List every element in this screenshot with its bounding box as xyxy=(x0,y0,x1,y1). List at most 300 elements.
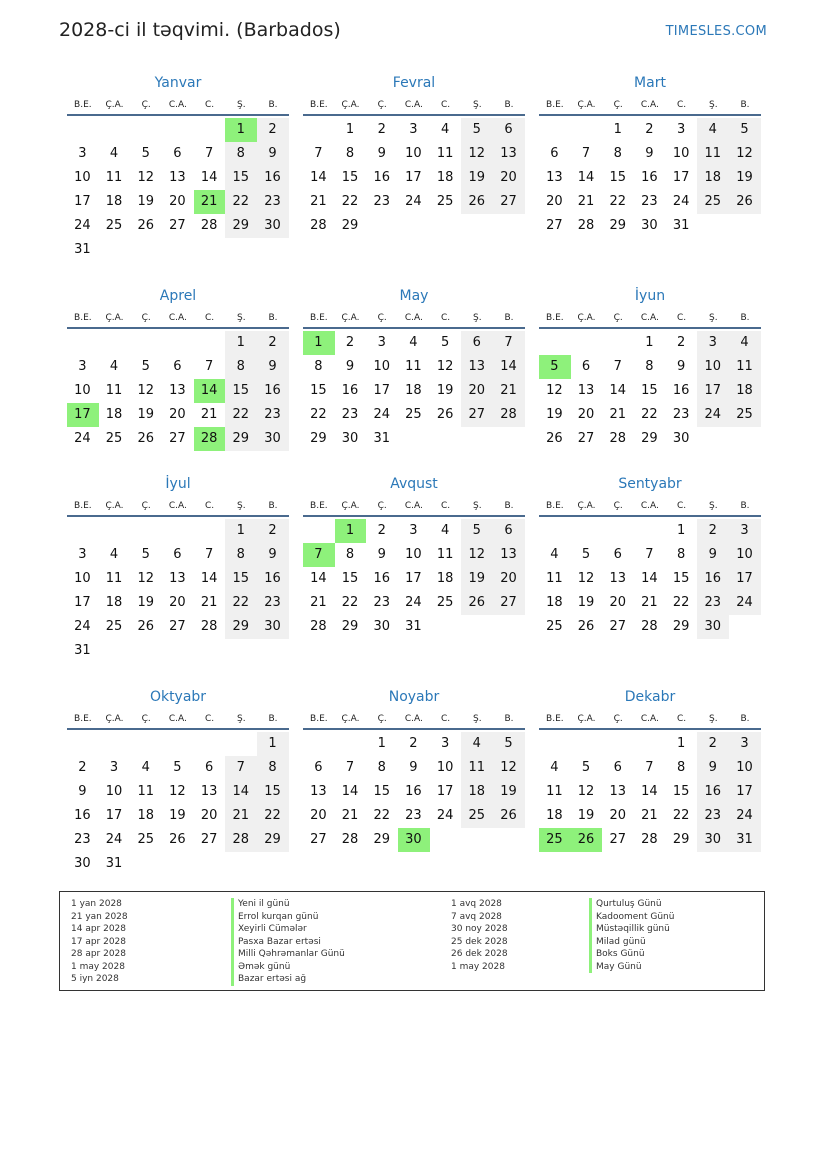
day-cell: 3 xyxy=(377,335,386,350)
day-cell: 25 xyxy=(405,407,422,422)
weekday-label: B.E. xyxy=(546,714,564,724)
day-cell: 1 xyxy=(676,523,686,538)
day-cell: 12 xyxy=(461,142,493,166)
day-cell: 11 xyxy=(105,571,123,586)
brand-link[interactable]: TIMESLES.COM xyxy=(665,24,767,39)
weekday-label: Ç. xyxy=(377,100,387,110)
day-cell: 28 xyxy=(641,832,658,847)
day-cell: 25 xyxy=(436,194,454,209)
day-cell: 3 xyxy=(78,146,87,161)
day-cell: 5 xyxy=(581,547,591,562)
weekday-header xyxy=(67,96,289,116)
day-cell: 6 xyxy=(550,146,559,161)
day-cell: 21 xyxy=(310,595,327,610)
day-cell: 20 xyxy=(169,595,186,610)
day-cell: 26 xyxy=(137,218,154,233)
day-cell: 23 xyxy=(697,591,729,615)
weekday-label: B. xyxy=(268,501,278,511)
day-cell: 3 xyxy=(409,523,418,538)
day-cell: 30 xyxy=(74,856,91,871)
weekday-header xyxy=(67,497,289,517)
day-cell: 17 xyxy=(697,379,729,403)
day-cell: 8 xyxy=(314,359,323,374)
day-grid xyxy=(67,732,289,876)
day-cell: 24 xyxy=(105,832,123,847)
day-cell: 8 xyxy=(225,142,257,166)
day-cell: 12 xyxy=(461,543,493,567)
month-name: Aprel xyxy=(159,288,197,304)
day-cell: 1 xyxy=(377,736,386,751)
month-fevral xyxy=(303,72,525,238)
day-cell: 16 xyxy=(74,808,91,823)
day-cell: 11 xyxy=(546,784,563,799)
day-cell: 14 xyxy=(341,784,359,799)
day-cell: 8 xyxy=(377,760,386,775)
day-grid xyxy=(539,732,761,852)
legend-date: 28 apr 2028 xyxy=(71,949,127,959)
day-cell: 6 xyxy=(173,146,182,161)
day-cell: 28 xyxy=(641,619,658,634)
weekday-label: Ş. xyxy=(236,501,246,511)
weekday-header xyxy=(303,497,525,517)
day-cell: 18 xyxy=(436,571,454,586)
day-cell: 10 xyxy=(729,543,761,567)
weekday-label: C.A. xyxy=(640,313,659,323)
weekday-label: Ş. xyxy=(708,100,718,110)
day-cell: 18 xyxy=(105,194,123,209)
day-cell: 9 xyxy=(409,760,418,775)
day-cell: 2 xyxy=(697,519,729,543)
weekday-label: C. xyxy=(677,501,687,511)
day-cell: 15 xyxy=(672,784,690,799)
month-i̇yul xyxy=(67,473,289,663)
legend-holiday-name: Errol kurqan günü xyxy=(231,911,345,924)
day-cell: 3 xyxy=(409,122,418,137)
weekday-label: C.A. xyxy=(168,313,187,323)
weekday-label: C. xyxy=(205,714,215,724)
day-cell: 19 xyxy=(546,407,563,422)
day-cell: 24 xyxy=(436,808,454,823)
day-cell: 27 xyxy=(169,431,186,446)
day-cell: 4 xyxy=(440,523,450,538)
weekday-label: C.A. xyxy=(640,714,659,724)
day-cell: 15 xyxy=(310,383,327,398)
weekday-label: B. xyxy=(740,100,750,110)
day-cell: 9 xyxy=(345,359,355,374)
day-cell: 5 xyxy=(141,547,150,562)
weekday-label: C. xyxy=(205,100,215,110)
empty-cell xyxy=(539,519,571,543)
weekday-label: B. xyxy=(740,714,750,724)
day-cell: 5 xyxy=(173,760,182,775)
day-cell: 13 xyxy=(609,571,626,586)
legend-date: 26 dek 2028 xyxy=(451,949,508,959)
day-cell: 10 xyxy=(729,756,761,780)
weekday-label: B. xyxy=(504,714,514,724)
day-cell: 12 xyxy=(169,784,186,799)
day-cell: 7 xyxy=(645,547,654,562)
day-cell: 13 xyxy=(493,543,525,567)
weekday-header xyxy=(539,96,761,116)
day-cell: 5 xyxy=(581,760,591,775)
day-cell: 10 xyxy=(697,355,729,379)
day-cell: 23 xyxy=(257,403,289,427)
weekday-label: Ç.A. xyxy=(105,501,124,511)
day-cell: 28 xyxy=(200,619,218,634)
empty-cell xyxy=(67,519,99,543)
day-cell: 21 xyxy=(200,407,218,422)
month-name: Avqust xyxy=(390,476,438,492)
legend-date: 25 dek 2028 xyxy=(451,936,508,947)
day-cell: 30 xyxy=(257,214,289,238)
weekday-label: Ş. xyxy=(708,501,718,511)
day-cell: 12 xyxy=(493,756,525,780)
weekday-label: B.E. xyxy=(310,714,328,724)
legend-holiday-name: Milli Qəhrəmanlar Günü xyxy=(231,948,345,961)
weekday-label: C.A. xyxy=(168,501,187,511)
day-cell: 13 xyxy=(546,170,563,185)
day-cell: 20 xyxy=(169,407,186,422)
legend-holiday-name: Boks Günü xyxy=(589,948,674,961)
day-cell: 7 xyxy=(225,756,257,780)
day-cell: 8 xyxy=(645,359,654,374)
weekday-label: B. xyxy=(268,313,278,323)
day-cell: 18 xyxy=(105,595,123,610)
day-cell: 10 xyxy=(74,383,91,398)
day-cell: 26 xyxy=(461,591,493,615)
legend-holiday-name: Bazar ertəsi ağ xyxy=(231,973,345,986)
day-cell: 16 xyxy=(341,383,359,398)
legend-date: 14 apr 2028 xyxy=(71,924,127,934)
weekday-header xyxy=(539,710,761,730)
day-cell: 7 xyxy=(645,760,654,775)
day-cell: 1 xyxy=(225,519,257,543)
day-cell: 16 xyxy=(257,567,289,591)
weekday-label: Ç.A. xyxy=(105,313,124,323)
month-aprel xyxy=(67,285,289,451)
day-cell: 7 xyxy=(493,331,525,355)
month-avqust xyxy=(303,473,525,639)
day-cell: 1 xyxy=(257,732,289,756)
day-cell: 10 xyxy=(74,170,91,185)
day-cell: 20 xyxy=(546,194,563,209)
holiday-legend xyxy=(59,891,765,991)
weekday-label: B.E. xyxy=(546,100,564,110)
day-grid xyxy=(67,519,289,663)
weekday-label: Ç.A. xyxy=(577,714,596,724)
month-name: Noyabr xyxy=(388,689,440,705)
weekday-label: C. xyxy=(205,313,215,323)
day-cell: 28 xyxy=(577,218,595,233)
empty-cell xyxy=(571,519,603,543)
day-cell: 25 xyxy=(105,431,123,446)
weekday-label: Ç. xyxy=(141,501,151,511)
day-cell: 22 xyxy=(225,591,257,615)
weekday-label: B.E. xyxy=(74,100,92,110)
day-cell: 10 xyxy=(436,760,454,775)
day-cell: 22 xyxy=(609,194,626,209)
legend-dates-right xyxy=(451,898,508,973)
empty-cell xyxy=(194,118,226,142)
empty-cell xyxy=(162,331,194,355)
day-cell: 15 xyxy=(373,784,390,799)
day-cell: 19 xyxy=(461,166,493,190)
day-cell: 29 xyxy=(609,218,626,233)
weekday-label: B. xyxy=(504,313,514,323)
day-cell: 21 xyxy=(641,595,658,610)
day-cell: 31 xyxy=(74,643,91,658)
day-cell: 27 xyxy=(577,431,595,446)
day-cell: 2 xyxy=(257,519,289,543)
day-cell: 31 xyxy=(672,218,690,233)
day-cell: 25 xyxy=(436,595,454,610)
day-cell: 13 xyxy=(577,383,595,398)
day-cell: 4 xyxy=(141,760,150,775)
day-cell: 5 xyxy=(141,146,150,161)
day-cell: 12 xyxy=(137,170,154,185)
day-cell: 9 xyxy=(377,146,386,161)
empty-cell xyxy=(539,118,571,142)
day-cell: 1 xyxy=(345,122,355,137)
day-cell: 22 xyxy=(672,595,690,610)
empty-cell xyxy=(99,118,131,142)
weekday-label: B.E. xyxy=(546,313,564,323)
weekday-label: Ç. xyxy=(613,501,623,511)
day-cell: 25 xyxy=(461,804,493,828)
day-cell: 27 xyxy=(310,832,327,847)
day-cell: 16 xyxy=(672,383,690,398)
weekday-label: Ç.A. xyxy=(341,501,360,511)
day-cell: 30 xyxy=(257,427,289,451)
empty-cell xyxy=(602,519,634,543)
weekday-label: Ş. xyxy=(472,501,482,511)
day-cell: 12 xyxy=(436,359,454,374)
day-cell: 16 xyxy=(257,166,289,190)
day-cell: 9 xyxy=(257,543,289,567)
day-cell: 8 xyxy=(345,146,355,161)
day-cell: 5 xyxy=(461,118,493,142)
day-cell: 29 xyxy=(257,828,289,852)
weekday-header xyxy=(67,710,289,730)
day-cell: 15 xyxy=(225,166,257,190)
empty-cell xyxy=(602,732,634,756)
empty-cell xyxy=(634,519,666,543)
day-cell: 13 xyxy=(169,571,186,586)
day-cell: 22 xyxy=(257,804,289,828)
legend-holiday-name: May Günü xyxy=(589,961,674,974)
month-i̇yun xyxy=(539,285,761,451)
empty-cell xyxy=(67,732,99,756)
day-cell: 21 xyxy=(641,808,658,823)
day-cell: 30 xyxy=(373,619,390,634)
day-cell: 24 xyxy=(672,194,690,209)
day-cell: 2 xyxy=(676,335,686,350)
empty-cell xyxy=(602,331,634,355)
weekday-label: B.E. xyxy=(546,501,564,511)
day-cell: 9 xyxy=(377,547,386,562)
empty-cell xyxy=(194,732,226,756)
holiday-day: 26 xyxy=(571,828,603,852)
day-cell: 12 xyxy=(577,571,595,586)
weekday-header xyxy=(303,710,525,730)
weekday-label: C. xyxy=(205,501,215,511)
day-cell: 27 xyxy=(609,619,626,634)
day-cell: 10 xyxy=(405,146,422,161)
day-cell: 14 xyxy=(641,784,658,799)
day-cell: 16 xyxy=(697,567,729,591)
day-cell: 22 xyxy=(672,808,690,823)
legend-dates-left xyxy=(71,898,128,986)
day-cell: 1 xyxy=(676,736,686,751)
day-cell: 21 xyxy=(341,808,359,823)
legend-holiday-name: Pasxa Bazar ertəsi xyxy=(231,936,345,949)
weekday-label: C. xyxy=(677,714,687,724)
day-cell: 12 xyxy=(137,571,154,586)
day-cell: 7 xyxy=(204,146,214,161)
day-cell: 16 xyxy=(257,379,289,403)
empty-cell xyxy=(162,732,194,756)
holiday-day: 1 xyxy=(335,519,367,543)
weekday-label: Ç. xyxy=(613,714,623,724)
day-cell: 23 xyxy=(257,190,289,214)
day-cell: 23 xyxy=(74,832,91,847)
day-cell: 28 xyxy=(225,828,257,852)
weekday-label: B.E. xyxy=(74,313,92,323)
month-dekabr xyxy=(539,686,761,852)
legend-date: 7 avq 2028 xyxy=(451,911,502,922)
day-cell: 17 xyxy=(672,170,690,185)
day-cell: 8 xyxy=(676,760,686,775)
day-cell: 6 xyxy=(613,760,622,775)
day-cell: 26 xyxy=(137,619,154,634)
day-cell: 16 xyxy=(697,780,729,804)
weekday-label: B. xyxy=(504,501,514,511)
day-cell: 24 xyxy=(74,431,91,446)
day-cell: 27 xyxy=(169,218,186,233)
day-cell: 24 xyxy=(405,595,422,610)
legend-holiday-name: Yeni il günü xyxy=(231,898,345,911)
day-cell: 7 xyxy=(581,146,591,161)
weekday-label: C.A. xyxy=(404,313,423,323)
weekday-label: Ç. xyxy=(377,501,387,511)
month-yanvar xyxy=(67,72,289,262)
day-cell: 31 xyxy=(729,828,761,852)
day-cell: 24 xyxy=(405,194,422,209)
day-cell: 23 xyxy=(697,804,729,828)
day-cell: 22 xyxy=(225,190,257,214)
day-cell: 24 xyxy=(697,403,729,427)
day-cell: 23 xyxy=(257,591,289,615)
day-cell: 15 xyxy=(257,780,289,804)
day-cell: 20 xyxy=(169,194,186,209)
day-cell: 16 xyxy=(641,170,658,185)
day-cell: 13 xyxy=(200,784,218,799)
day-cell: 14 xyxy=(493,355,525,379)
day-cell: 4 xyxy=(109,547,119,562)
day-cell: 17 xyxy=(405,170,422,185)
weekday-label: Ş. xyxy=(236,714,246,724)
day-cell: 3 xyxy=(729,519,761,543)
day-cell: 26 xyxy=(577,619,595,634)
day-cell: 11 xyxy=(729,355,761,379)
day-cell: 20 xyxy=(310,808,327,823)
legend-names-left xyxy=(231,898,345,986)
legend-date: 17 apr 2028 xyxy=(71,936,127,947)
empty-cell xyxy=(571,732,603,756)
empty-cell xyxy=(634,732,666,756)
holiday-day: 21 xyxy=(194,190,226,214)
day-cell: 3 xyxy=(676,122,686,137)
day-cell: 23 xyxy=(341,407,359,422)
empty-cell xyxy=(162,118,194,142)
day-cell: 9 xyxy=(257,355,289,379)
weekday-label: C.A. xyxy=(404,714,423,724)
day-cell: 27 xyxy=(169,619,186,634)
day-cell: 9 xyxy=(78,784,87,799)
day-cell: 18 xyxy=(697,166,729,190)
day-cell: 29 xyxy=(641,431,658,446)
empty-cell xyxy=(130,519,162,543)
day-cell: 5 xyxy=(493,732,525,756)
weekday-label: Ş. xyxy=(708,313,718,323)
weekday-label: Ç.A. xyxy=(577,313,596,323)
weekday-label: Ç. xyxy=(141,313,151,323)
weekday-label: B. xyxy=(268,100,278,110)
day-cell: 13 xyxy=(609,784,626,799)
legend-date: 30 noy 2028 xyxy=(451,924,508,934)
legend-names-right xyxy=(589,898,674,973)
day-cell: 22 xyxy=(641,407,658,422)
day-cell: 1 xyxy=(225,331,257,355)
day-cell: 18 xyxy=(405,383,422,398)
day-cell: 10 xyxy=(672,146,690,161)
day-cell: 19 xyxy=(493,780,525,804)
day-cell: 8 xyxy=(257,756,289,780)
legend-date: 21 yan 2028 xyxy=(71,911,128,922)
weekday-label: C.A. xyxy=(640,501,659,511)
day-cell: 24 xyxy=(729,804,761,828)
holiday-day: 25 xyxy=(539,828,571,852)
day-cell: 18 xyxy=(729,379,761,403)
day-grid xyxy=(67,331,289,451)
weekday-label: Ş. xyxy=(472,100,482,110)
month-mart xyxy=(539,72,761,238)
day-cell: 12 xyxy=(546,383,563,398)
day-cell: 21 xyxy=(310,194,327,209)
empty-cell xyxy=(67,118,99,142)
day-cell: 9 xyxy=(697,756,729,780)
day-cell: 7 xyxy=(204,359,214,374)
empty-cell xyxy=(335,732,367,756)
day-cell: 5 xyxy=(729,118,761,142)
day-cell: 3 xyxy=(109,760,119,775)
day-cell: 17 xyxy=(74,595,91,610)
weekday-label: C.A. xyxy=(404,501,423,511)
weekday-label: Ç.A. xyxy=(577,100,596,110)
day-cell: 2 xyxy=(257,118,289,142)
day-cell: 14 xyxy=(577,170,595,185)
legend-holiday-name: Kadooment Günü xyxy=(589,911,674,924)
day-cell: 28 xyxy=(493,403,525,427)
day-cell: 27 xyxy=(546,218,563,233)
month-name: İyun xyxy=(634,288,666,304)
legend-holiday-name: Müstəqillik günü xyxy=(589,923,674,936)
day-cell: 19 xyxy=(137,595,154,610)
day-grid xyxy=(303,519,525,639)
day-cell: 16 xyxy=(373,170,390,185)
day-cell: 17 xyxy=(729,780,761,804)
day-cell: 30 xyxy=(341,431,359,446)
